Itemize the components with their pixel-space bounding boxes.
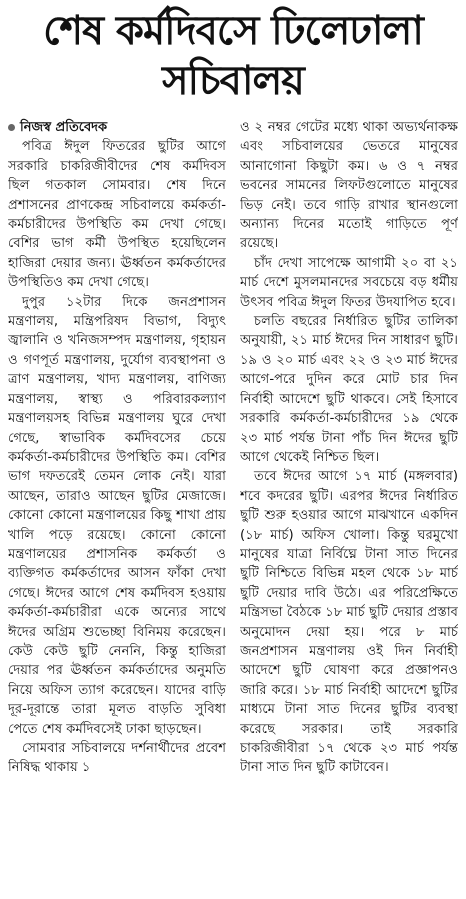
- paragraph: দুপুর ১২টার দিকে জনপ্রশাসন মন্ত্রণালয়, মন্ত্রিপরিষদ বিভাগ, বিদ্যুৎ জ্বালানি ও খনিজসম্পদ মন্ত্রণালয়, গৃহায়ন ও গণপূর্ত মন্ত্রণালয়, দুর্যোগ ব্যবস্থাপনা ও ত্রাণ মন্ত্রণালয়, খাদ্য মন্ত্রণালয়, বাণিজ্য মন্ত্রণালয়, স্বাস্থ্য ও পরিবারকল্যাণ মন্ত্রণালয়সহ বিভিন্ন মন্ত্রণালয় ঘুরে দেখা গেছে, স্বাভাবিক কর্মদিবসের চেয়ে কর্মকর্তা-কর্মচারীদের উপস্থিতি কম। বেশির ভাগ দফতরেই তেমন লোক নেই। যারা আছেন, তারাও আছেন ছুটির মেজাজে। কোনো কোনো মন্ত্রণালয়ের কিছু শাখা প্রায় খালি পড়ে রয়েছে। কোনো কোনো মন্ত্রণালয়ের প্রশাসনিক কর্মকর্তা ও ব্যক্তিগত কর্মকর্তাদের আসন ফাঁকা দেখা গেছে। ঈদের আগে শেষ কর্মদিবস হওয়ায় কর্মকর্তা-কর্মচারীরা একে অন্যের সাথে ঈদের অগ্রিম শুভেচ্ছা বিনিময় করেছেন। কেউ কেউ ছুটি নেননি, কিন্তু হাজিরা দেয়ার পর ঊর্ধ্বতন কর্মকর্তাদের অনুমতি নিয়ে অফিস ত্যাগ করেছেন। যাদের বাড়ি দূর-দূরান্তে তারা মূলত বাড়তি সুবিধা পেতে শেষ কর্মদিবসেই ঢাকা ছাড়ছেন।: [8, 294, 226, 737]
- headline: [8, 6, 458, 106]
- bullet-icon: [8, 124, 15, 131]
- paragraph: পবিত্র ঈদুল ফিতরের ছুটির আগে সরকারি চাকরিজীবীদের শেষ কর্মদিবস ছিল গতকাল সোমবার। শেষ দিনে প্রশাসনের প্রাণকেন্দ্র সচিবালয়ে কর্মকর্তা-কর্মচারীদের উপস্থিতি কম দেখা গেছে। বেশির ভাগ কর্মী উপস্থিত হয়েছিলেন হাজিরা দেয়ার জন্য। ঊর্ধ্বতন কর্মকর্তাদের উপস্থিতিও কম দেখা গেছে।: [8, 139, 226, 291]
- byline-text: নিজস্ব প্রতিবেদক: [20, 120, 108, 135]
- column-right: [240, 118, 458, 895]
- paragraph: সোমবার সচিবালয়ে দর্শনার্থীদের প্রবেশ নিষিদ্ধ থাকায় ১: [8, 741, 226, 776]
- column-left: [8, 118, 226, 895]
- paragraph: ও ২ নম্বর গেটের মধ্যে থাকা অভ্যর্থনাকক্ষ এবং সচিবালয়ের ভেতরে মানুষের আনাগোনা কিছুটা কম। ৬ ও ৭ নম্বর ভবনের সামনের লিফটগুলোতে মানুষের ভিড় নেই। তবে গাড়ি রাখার স্থানগুলো অন্যান্য দিনের মতোই গাড়িতে পূর্ণ রয়েছে।: [240, 120, 458, 252]
- byline: [8, 118, 226, 137]
- article-body: [8, 118, 458, 895]
- headline-line-1: শেষ কর্মদিবসে ঢিলেঢালা: [43, 8, 423, 54]
- paragraph: চাঁদ দেখা সাপেক্ষে আগামী ২০ বা ২১ মার্চ দেশে মুসলমানদের সবচেয়ে বড় ধর্মীয় উৎসব পবিত্র ঈদুল ফিতর উদযাপিত হবে।: [240, 255, 458, 310]
- paragraph: চলতি বছরের নির্ধারিত ছুটির তালিকা অনুযায়ী, ২১ মার্চ ঈদের দিন সাধারণ ছুটি। ১৯ ও ২০ মার্চ এবং ২২ ও ২৩ মার্চ ঈদের আগে-পরে দুদিন করে মোট চার দিন নির্বাহী আদেশে ছুটি থাকবে। সেই হিসাবে সরকারি কর্মকর্তা-কর্মচারীদের ১৯ থেকে ২৩ মার্চ পর্যন্ত টানা পাঁচ দিন ঈদের ছুটি আগে থেকেই নিশ্চিত ছিল।: [240, 314, 458, 465]
- headline-line-2: সচিবালয়: [162, 58, 304, 104]
- paragraph: তবে ঈদের আগে ১৭ মার্চ (মঙ্গলবার) শবে কদরের ছুটি। এরপর ঈদের নির্ধারিত ছুটি শুরু হওয়ার আগে মাঝখানে একদিন (১৮ মার্চ) অফিস খোলা। কিন্তু ঘরমুখো মানুষের যাত্রা নির্বিঘ্নে টানা সাত দিনের ছুটি নিশ্চিতে বিভিন্ন মহল থেকে ১৮ মার্চ ছুটি দেয়ার দাবি উঠে। এর পরিপ্রেক্ষিতে মন্ত্রিসভা বৈঠকে ১৮ মার্চ ছুটি দেয়ার প্রস্তাব অনুমোদন দেয়া হয়। পরে ৮ মার্চ জনপ্রশাসন মন্ত্রণালয় ওই দিন নির্বাহী আদেশে ছুটি ঘোষণা করে প্রজ্ঞাপনও জারি করে। ১৮ মার্চ নির্বাহী আদেশে ছুটির মাধ্যমে টানা সাত দিনের ছুটির ব্যবস্থা করেছে সরকার। তাই সরকারি চাকরিজীবীরা ১৭ থেকে ২৩ মার্চ পর্যন্ত টানা সাত দিন ছুটি কাটাবেন।: [240, 469, 458, 776]
